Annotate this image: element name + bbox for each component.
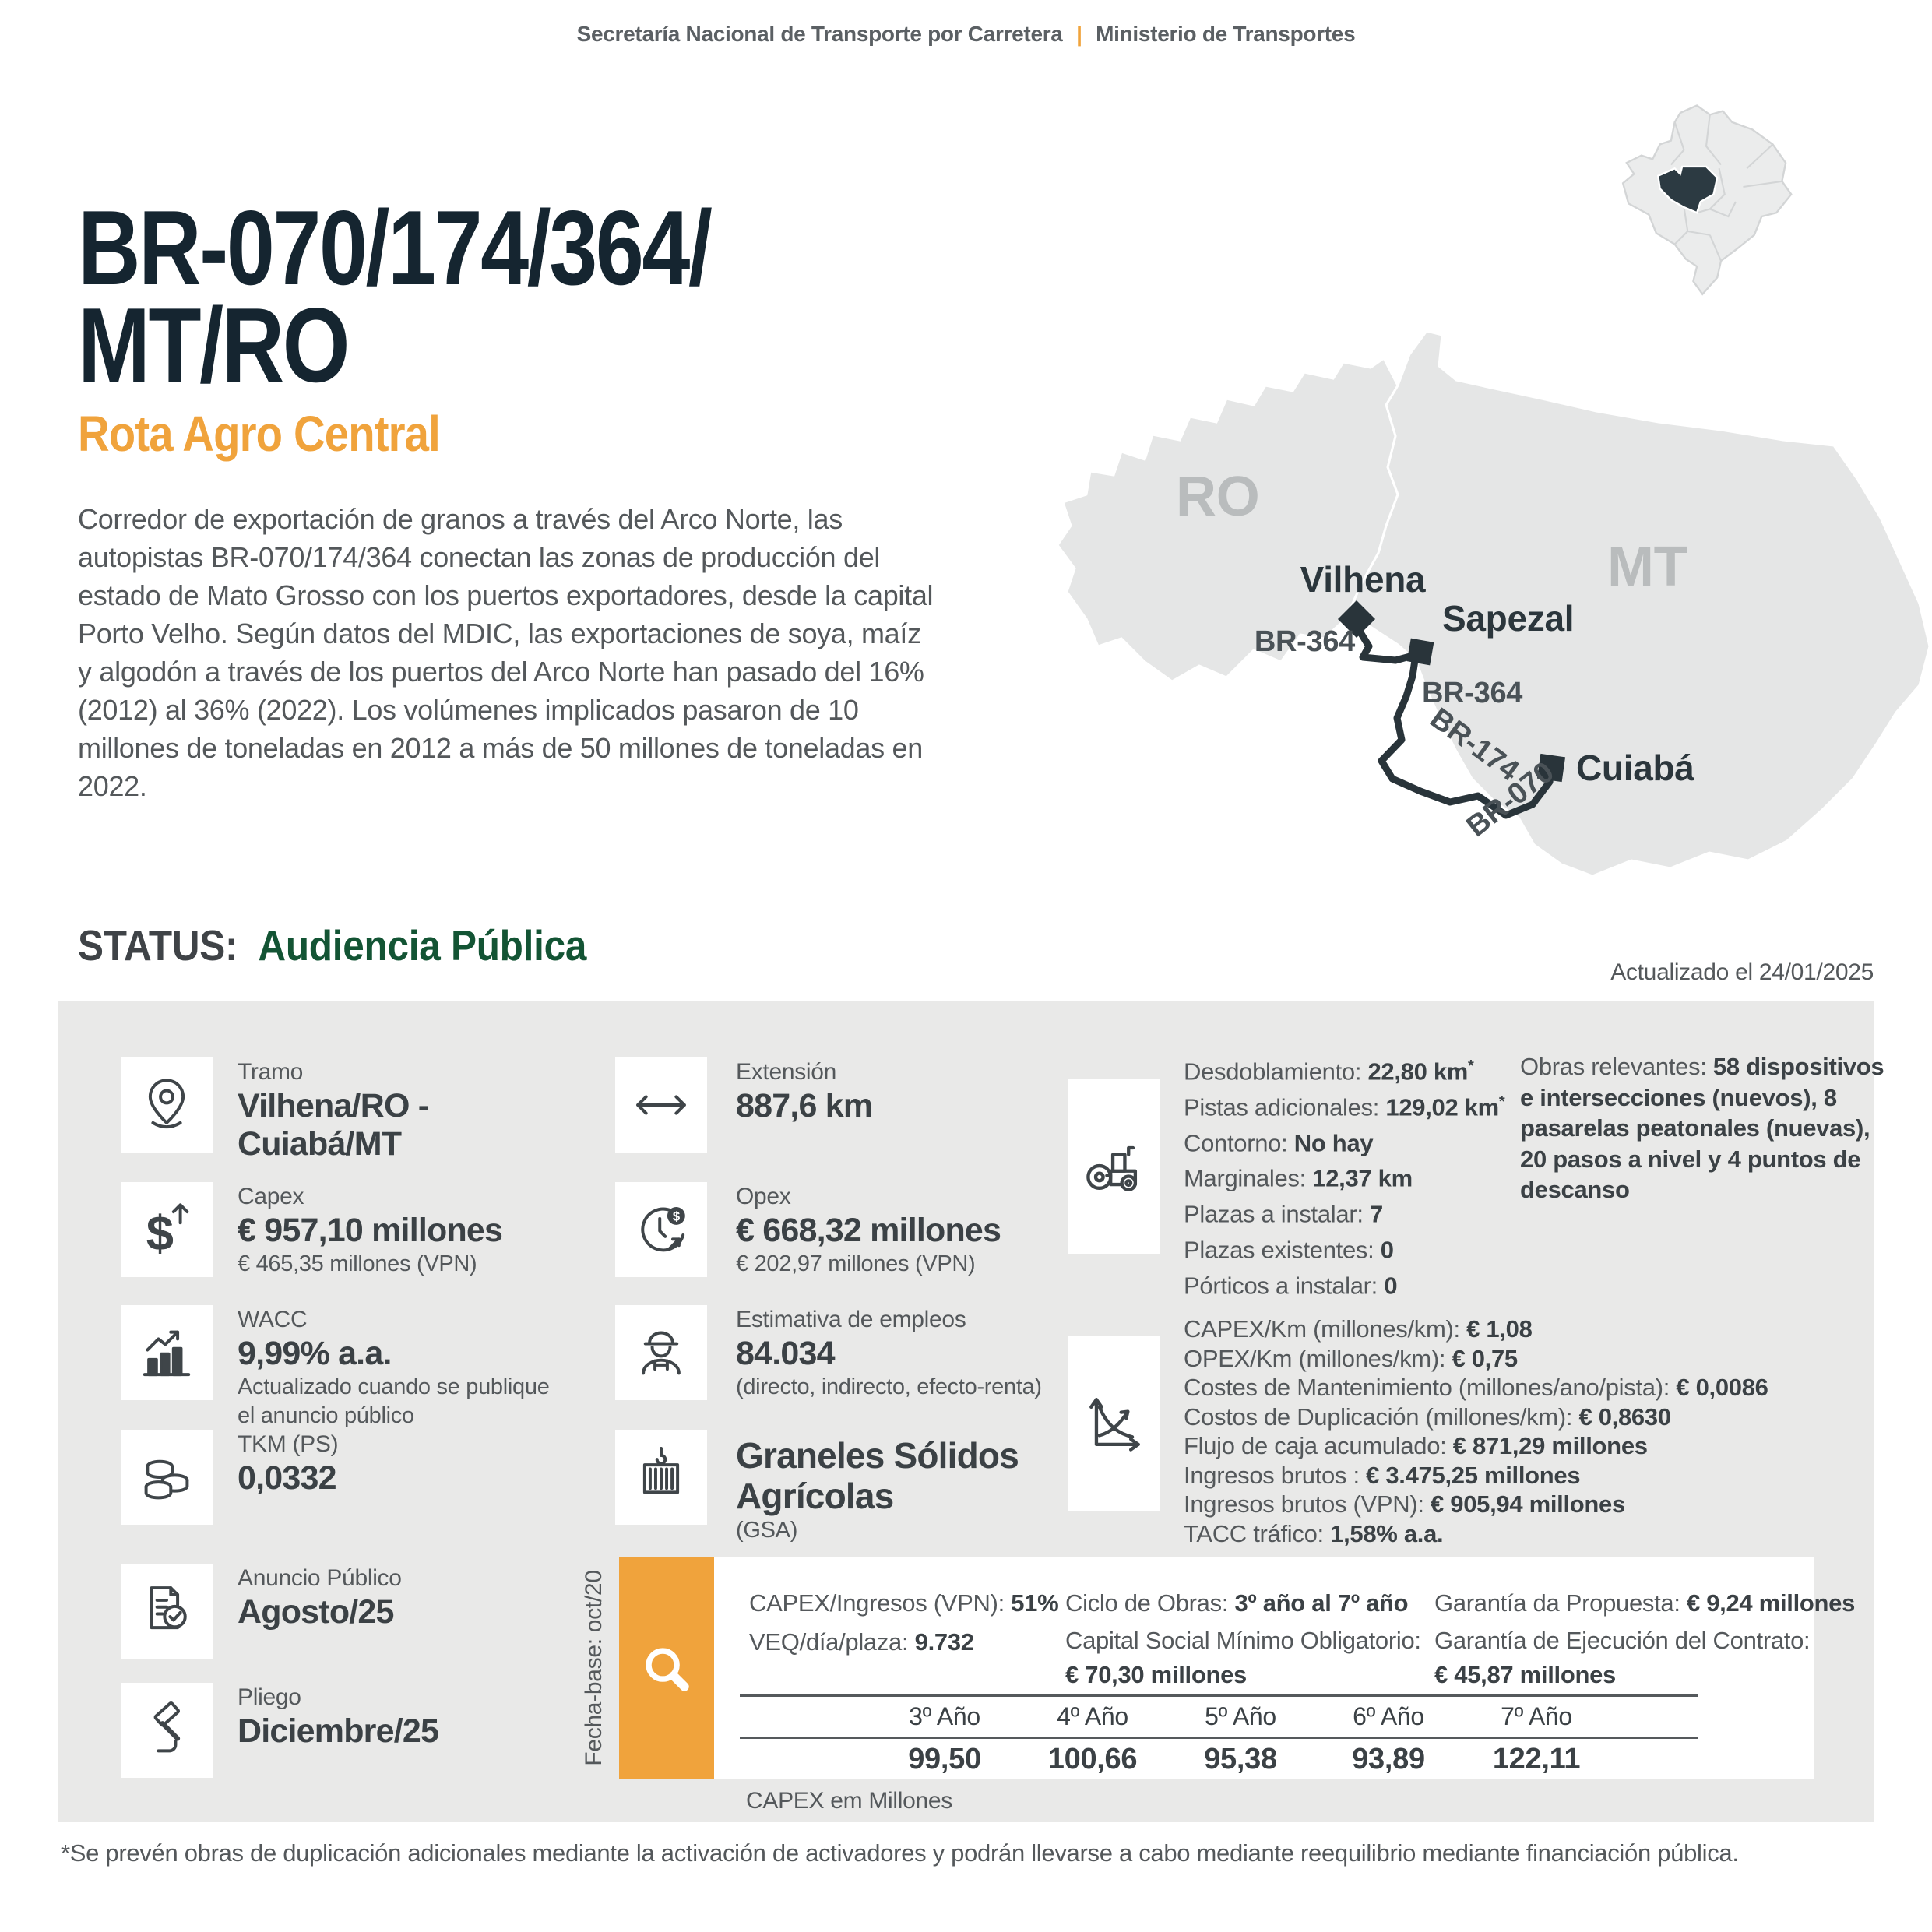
road-label-br364-west: BR-364	[1254, 625, 1355, 658]
stat-value: 84.034	[736, 1335, 835, 1372]
stat-extension	[736, 1057, 1125, 1125]
construction-row: Plazas a instalar: 7	[1184, 1200, 1383, 1228]
header-separator: |	[1076, 22, 1082, 46]
footnote: *Se prevén obras de duplicación adicionales mediante la activación de activadores y podrán llevarse a cabo mediante reequilibrio mediante financiación pública.	[61, 1839, 1739, 1867]
financial-stats	[1184, 1314, 1900, 1548]
document-check-icon	[132, 1577, 201, 1645]
container-icon	[627, 1443, 695, 1511]
stat-label: TKM (PS)	[238, 1431, 339, 1457]
stat-label: Tramo	[238, 1059, 304, 1085]
construction-row: Plazas existentes: 0	[1184, 1236, 1394, 1264]
stat-graneles	[736, 1435, 1110, 1545]
metric-veq: VEQ/día/plaza: 9.732	[749, 1628, 974, 1656]
svg-text:$: $	[672, 1209, 680, 1224]
stat-label: Opex	[736, 1184, 791, 1209]
header-right: Ministerio de Transportes	[1096, 22, 1356, 46]
metric-garantia-ejecucion-label: Garantía de Ejecución del Contrato:	[1434, 1627, 1811, 1654]
stat-label: Pliego	[238, 1684, 301, 1710]
financial-row: Costos de Duplicación (millones/km): € 0,8630	[1184, 1402, 1671, 1431]
table-caption: CAPEX em Millones	[746, 1788, 952, 1814]
icon-box-empleos	[615, 1305, 707, 1400]
financial-row: TACC tráfico: 1,58% a.a.	[1184, 1519, 1444, 1547]
stat-label: Estimativa de empleos	[736, 1307, 966, 1332]
icon-box-financials	[1068, 1336, 1160, 1511]
road-label-br364-east: BR-364	[1422, 677, 1523, 709]
metric-capital-social-label: Capital Social Mínimo Obligatorio:	[1065, 1627, 1421, 1654]
stat-tramo	[238, 1057, 588, 1163]
stat-value: Graneles Sólidos Agrícolas	[736, 1435, 1019, 1516]
stat-label: Extensión	[736, 1059, 837, 1085]
stat-sub: € 465,35 millones (VPN)	[238, 1251, 477, 1276]
stat-value: € 668,32 millones	[736, 1212, 1001, 1249]
state-label-ro: RO	[1176, 466, 1260, 528]
metric-capex-ingresos: CAPEX/Ingresos (VPN): 51%	[749, 1589, 1059, 1617]
financial-row: CAPEX/Km (millones/km): € 1,08	[1184, 1315, 1533, 1343]
site-header	[0, 22, 1932, 47]
stat-value: 9,99% a.a.	[238, 1335, 392, 1372]
stat-value: 887,6 km	[736, 1087, 873, 1124]
icon-box-wacc	[121, 1305, 213, 1400]
page-subtitle: Rota Agro Central	[78, 406, 440, 462]
stat-sub: (directo, indirecto, efecto-renta)	[736, 1374, 1042, 1399]
table-divider-top	[740, 1694, 1698, 1697]
capex-table-values: 99,50 100,66 95,38 93,89 122,11	[908, 1743, 1581, 1775]
financial-row: Ingresos brutos : € 3.475,25 millones	[1184, 1461, 1581, 1489]
stat-sub: € 202,97 millones (VPN)	[736, 1251, 976, 1276]
obras-relevantes: Obras relevantes: 58 dispositivos e intersecciones (nuevos), 8 pasarelas peatonales (nuevas), 20 pasos a nivel y 4 puntos de descanso	[1520, 1053, 1884, 1203]
icon-box-graneles	[615, 1430, 707, 1525]
intro-paragraph: Corredor de exportación de granos a través del Arco Norte, las autopistas BR-070/174/364 conectan las zonas de producción del estado de Mato Grosso con los puertos exportadores, desde la capital Porto Velho. Según datos del MDIC, las exportaciones de soya, maíz y algodón a través de los puertos del Arco Norte han pasado del 16% (2012) al 36% (2022). Los volúmenes implicados pasaron de 10 millones de toneladas en 2012 a más de 50 millones de toneladas en 2022.	[78, 503, 934, 802]
stat-value: Agosto/25	[238, 1593, 394, 1631]
construction-row: Desdoblamiento: 22,80 km*	[1184, 1057, 1474, 1086]
page-title-line2: MT/RO	[78, 286, 348, 404]
stat-label: Capex	[238, 1184, 304, 1209]
icon-box-extension	[615, 1057, 707, 1153]
construction-row: Pórticos a instalar: 0	[1184, 1272, 1398, 1300]
city-label-cuiaba: Cuiabá	[1576, 748, 1694, 788]
header-left: Secretaría Nacional de Transporte por Carretera	[576, 22, 1063, 46]
brazil-locator-map	[1614, 98, 1799, 305]
metric-garantia-ejecucion-value: € 45,87 millones	[1434, 1661, 1616, 1688]
stat-sub: Actualizado cuando se publique el anuncio público	[238, 1374, 550, 1428]
stat-value: 0,0332	[238, 1459, 336, 1497]
stat-pliego	[238, 1683, 588, 1751]
pin-icon	[132, 1071, 201, 1139]
icon-box-anuncio	[121, 1564, 213, 1659]
capex-table-header: 3º Año 4º Año 5º Año 6º Año 7º Año	[909, 1702, 1572, 1730]
city-label-vilhena: Vilhena	[1300, 559, 1426, 600]
svg-text:$: $	[146, 1206, 174, 1262]
clock-money-icon	[627, 1195, 695, 1264]
stat-value: € 957,10 millones	[238, 1212, 503, 1249]
construction-row: Pistas adicionales: 129,02 km*	[1184, 1093, 1505, 1121]
icon-box-obras	[1068, 1079, 1160, 1254]
coins-icon	[132, 1443, 201, 1511]
icon-box-tkm	[121, 1430, 213, 1525]
stat-wacc	[238, 1305, 572, 1431]
financial-row: Ingresos brutos (VPN): € 905,94 millones	[1184, 1490, 1625, 1518]
road-label-br070: BR-070	[1460, 755, 1561, 844]
road-label-br174: BR-174	[1423, 702, 1525, 788]
status-label: STATUS:	[78, 921, 238, 970]
icon-box-pliego	[121, 1683, 213, 1778]
width-arrow-icon	[627, 1071, 695, 1139]
updated-date: Actualizado el 24/01/2025	[1610, 959, 1874, 985]
construction-row: Contorno: No hay	[1184, 1128, 1374, 1156]
fecha-base-label: Fecha-base: oct/20	[581, 1570, 607, 1766]
growth-chart-icon	[132, 1318, 201, 1387]
road-roller-icon	[1077, 1129, 1152, 1204]
stat-value: Vilhena/RO - Cuiabá/MT	[238, 1087, 429, 1163]
financial-row: Flujo de caja acumulado: € 871,29 millones	[1184, 1432, 1648, 1459]
stat-sub: (GSA)	[736, 1518, 798, 1543]
state-label-mt: MT	[1607, 536, 1688, 598]
construction-stats	[1184, 1051, 1550, 1301]
construction-row: Marginales: 12,37 km	[1184, 1164, 1413, 1192]
stat-value: Diciembre/25	[238, 1712, 439, 1750]
stat-anuncio	[238, 1564, 588, 1631]
stat-tkm	[238, 1430, 588, 1497]
metric-garantia-propuesta: Garantía da Propuesta: € 9,24 millones	[1434, 1589, 1856, 1617]
icon-box-opex	[615, 1182, 707, 1277]
status-line	[78, 920, 586, 970]
metric-capital-social-value: € 70,30 millones	[1065, 1661, 1247, 1688]
city-label-sapezal: Sapezal	[1442, 598, 1575, 639]
gavel-icon	[132, 1696, 201, 1765]
worker-icon	[627, 1318, 695, 1387]
icon-box-capex	[121, 1182, 213, 1277]
financial-row: Costes de Mantenimiento (millones/ano/pista): € 0,0086	[1184, 1374, 1768, 1401]
highlight-box	[619, 1557, 714, 1779]
metric-ciclo-obras: Ciclo de Obras: 3º año al 7º año	[1065, 1589, 1409, 1617]
stat-label: WACC	[238, 1307, 308, 1332]
city-marker-sapezal	[1407, 639, 1434, 666]
stat-label: Anuncio Público	[238, 1565, 402, 1591]
curves-chart-icon	[1077, 1386, 1152, 1461]
status-value: Audiencia Pública	[258, 921, 587, 970]
stat-capex	[238, 1182, 604, 1279]
financial-row: OPEX/Km (millones/km): € 0,75	[1184, 1344, 1518, 1372]
icon-box-tramo	[121, 1057, 213, 1153]
dollar-up-icon	[132, 1195, 201, 1264]
page-title-line1: BR-070/174/364/	[78, 188, 711, 307]
table-divider-bottom	[740, 1737, 1698, 1739]
search-icon	[635, 1637, 699, 1701]
route-map	[1043, 311, 1931, 892]
